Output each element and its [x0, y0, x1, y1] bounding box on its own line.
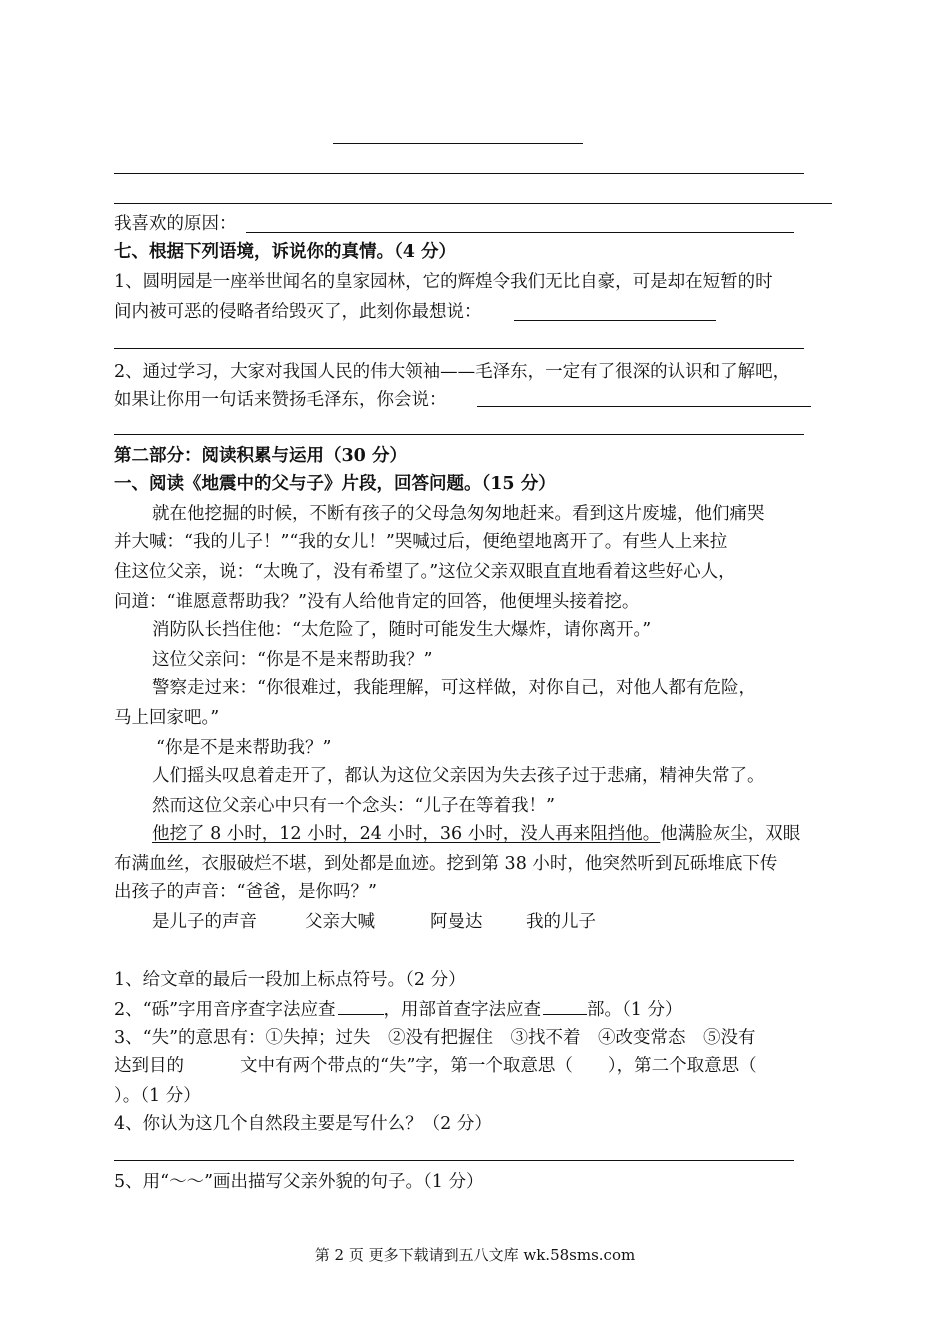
question-3-line3: ）。（1 分）: [114, 1086, 201, 1106]
question-4-answer-line: [114, 1160, 794, 1161]
question-2: [114, 996, 682, 1022]
passage-p6: 人们摇头叹息着走开了，都认为这位父亲因为失去孩子过于悲痛，精神失常了。: [152, 766, 765, 786]
underlined-sentence: 他挖了 8 小时，12 小时，24 小时，36 小时，没人再来阻挡他。: [152, 824, 661, 844]
answer-line-top-1: [114, 173, 804, 174]
like-reason-answer-line: [246, 232, 794, 233]
section7-q2-blank[interactable]: [477, 406, 811, 407]
passage-p2: 消防队长挡住他：“太危险了，随时可能发生大爆炸，请你离开。”: [152, 620, 652, 640]
section7-q1-line1: 1、圆明园是一座举世闻名的皇家园林，它的辉煌令我们无比自豪，可是却在短暂的时: [114, 272, 773, 292]
question-3-line2a: 达到目的: [114, 1056, 184, 1076]
question-4: 4、你认为这几个自然段主要是写什么？（2 分）: [114, 1114, 492, 1134]
last-segment-1: 是儿子的声音: [152, 912, 257, 932]
passage-p3: 这位父亲问：“你是不是来帮助我？”: [152, 650, 433, 670]
question-2-part-a: 2、“砾”字用音序查字法应查: [114, 1000, 336, 1020]
passage-p8-rest: 他满脸灰尘，双眼: [660, 824, 801, 844]
last-segment-3: 阿曼达: [430, 912, 483, 932]
passage-p5: “你是不是来帮助我？”: [156, 738, 332, 758]
passage-p1-l3: 住这位父亲，说：“太晚了，没有希望了。”这位父亲双眼直直地看着这些好心人，: [114, 562, 736, 582]
section7-q2-line1: 2、通过学习，大家对我国人民的伟大领袖——毛泽东，一定有了很深的认识和了解吧，: [114, 362, 791, 382]
passage-p1-l2: 并大喊：“我的儿子！”“我的女儿！”哭喊过后，便绝望地离开了。有些人上来拉: [114, 532, 728, 552]
section7-q2-line2: 如果让你用一句话来赞扬毛泽东，你会说：: [114, 390, 447, 410]
part2-title: 第二部分：阅读积累与运用（30 分）: [114, 446, 407, 466]
last-segment-4: 我的儿子: [526, 912, 596, 932]
section7-q2-answer-line: [114, 434, 804, 435]
q2-blank-1[interactable]: [338, 996, 384, 1015]
question-3-line1: 3、“失”的意思有：①失掉；过失 ②没有把握住 ③找不着 ④改变常态 ⑤没有: [114, 1028, 756, 1048]
passage-p7: 然而这位父亲心中只有一个念头：“儿子在等着我！”: [152, 796, 555, 816]
passage-p8-l1: [152, 822, 800, 846]
last-segment-2: 父亲大喊: [305, 912, 375, 932]
q2-blank-2[interactable]: [543, 996, 587, 1015]
page-footer: 第 2 页 更多下载请到五八文库 wk.58sms.com: [314, 1246, 636, 1264]
section7-title: 七、根据下列语境，诉说你的真情。（4 分）: [114, 242, 457, 262]
passage-p8-l2: 布满血丝，衣服破烂不堪，到处都是血迹。挖到第 38 小时，他突然听到瓦砾堆底下传: [114, 854, 778, 874]
question-2-part-b: ，用部首查字法应查: [383, 1000, 542, 1020]
question-3-line2b: 文中有两个带点的“失”字，第一个取意思（ ），第二个取意思（: [240, 1056, 757, 1076]
section7-q1-blank[interactable]: [514, 320, 716, 321]
answer-line-top-2: [114, 203, 832, 204]
answer-line-top-short: [333, 143, 583, 144]
passage-p1-l1: 就在他挖掘的时候，不断有孩子的父母急匆匆地赶来。看到这片废墟，他们痛哭: [152, 504, 765, 524]
passage-p4-l2: 马上回家吧。”: [114, 708, 220, 728]
section7-q1-line2: 间内被可恶的侵略者给毁灭了，此刻你最想说：: [114, 302, 482, 322]
passage-p4-l1: 警察走过来：“你很难过，我能理解，可这样做，对你自己，对他人都有危险，: [152, 678, 756, 698]
passage-p8-l3: 出孩子的声音：“爸爸，是你吗？”: [114, 882, 377, 902]
question-5: 5、用“～～”画出描写父亲外貌的句子。（1 分）: [114, 1172, 484, 1192]
question-2-part-c: 部。（1 分）: [587, 1000, 683, 1020]
section7-q1-answer-line: [114, 348, 804, 349]
question-1: 1、给文章的最后一段加上标点符号。（2 分）: [114, 970, 466, 990]
like-reason-label: 我喜欢的原因：: [114, 214, 237, 234]
passage-p1-l4: 问道：“谁愿意帮助我？”没有人给他肯定的回答，他便埋头接着挖。: [114, 592, 640, 612]
reading-title: 一、阅读《地震中的父与子》片段，回答问题。（15 分）: [114, 474, 556, 494]
